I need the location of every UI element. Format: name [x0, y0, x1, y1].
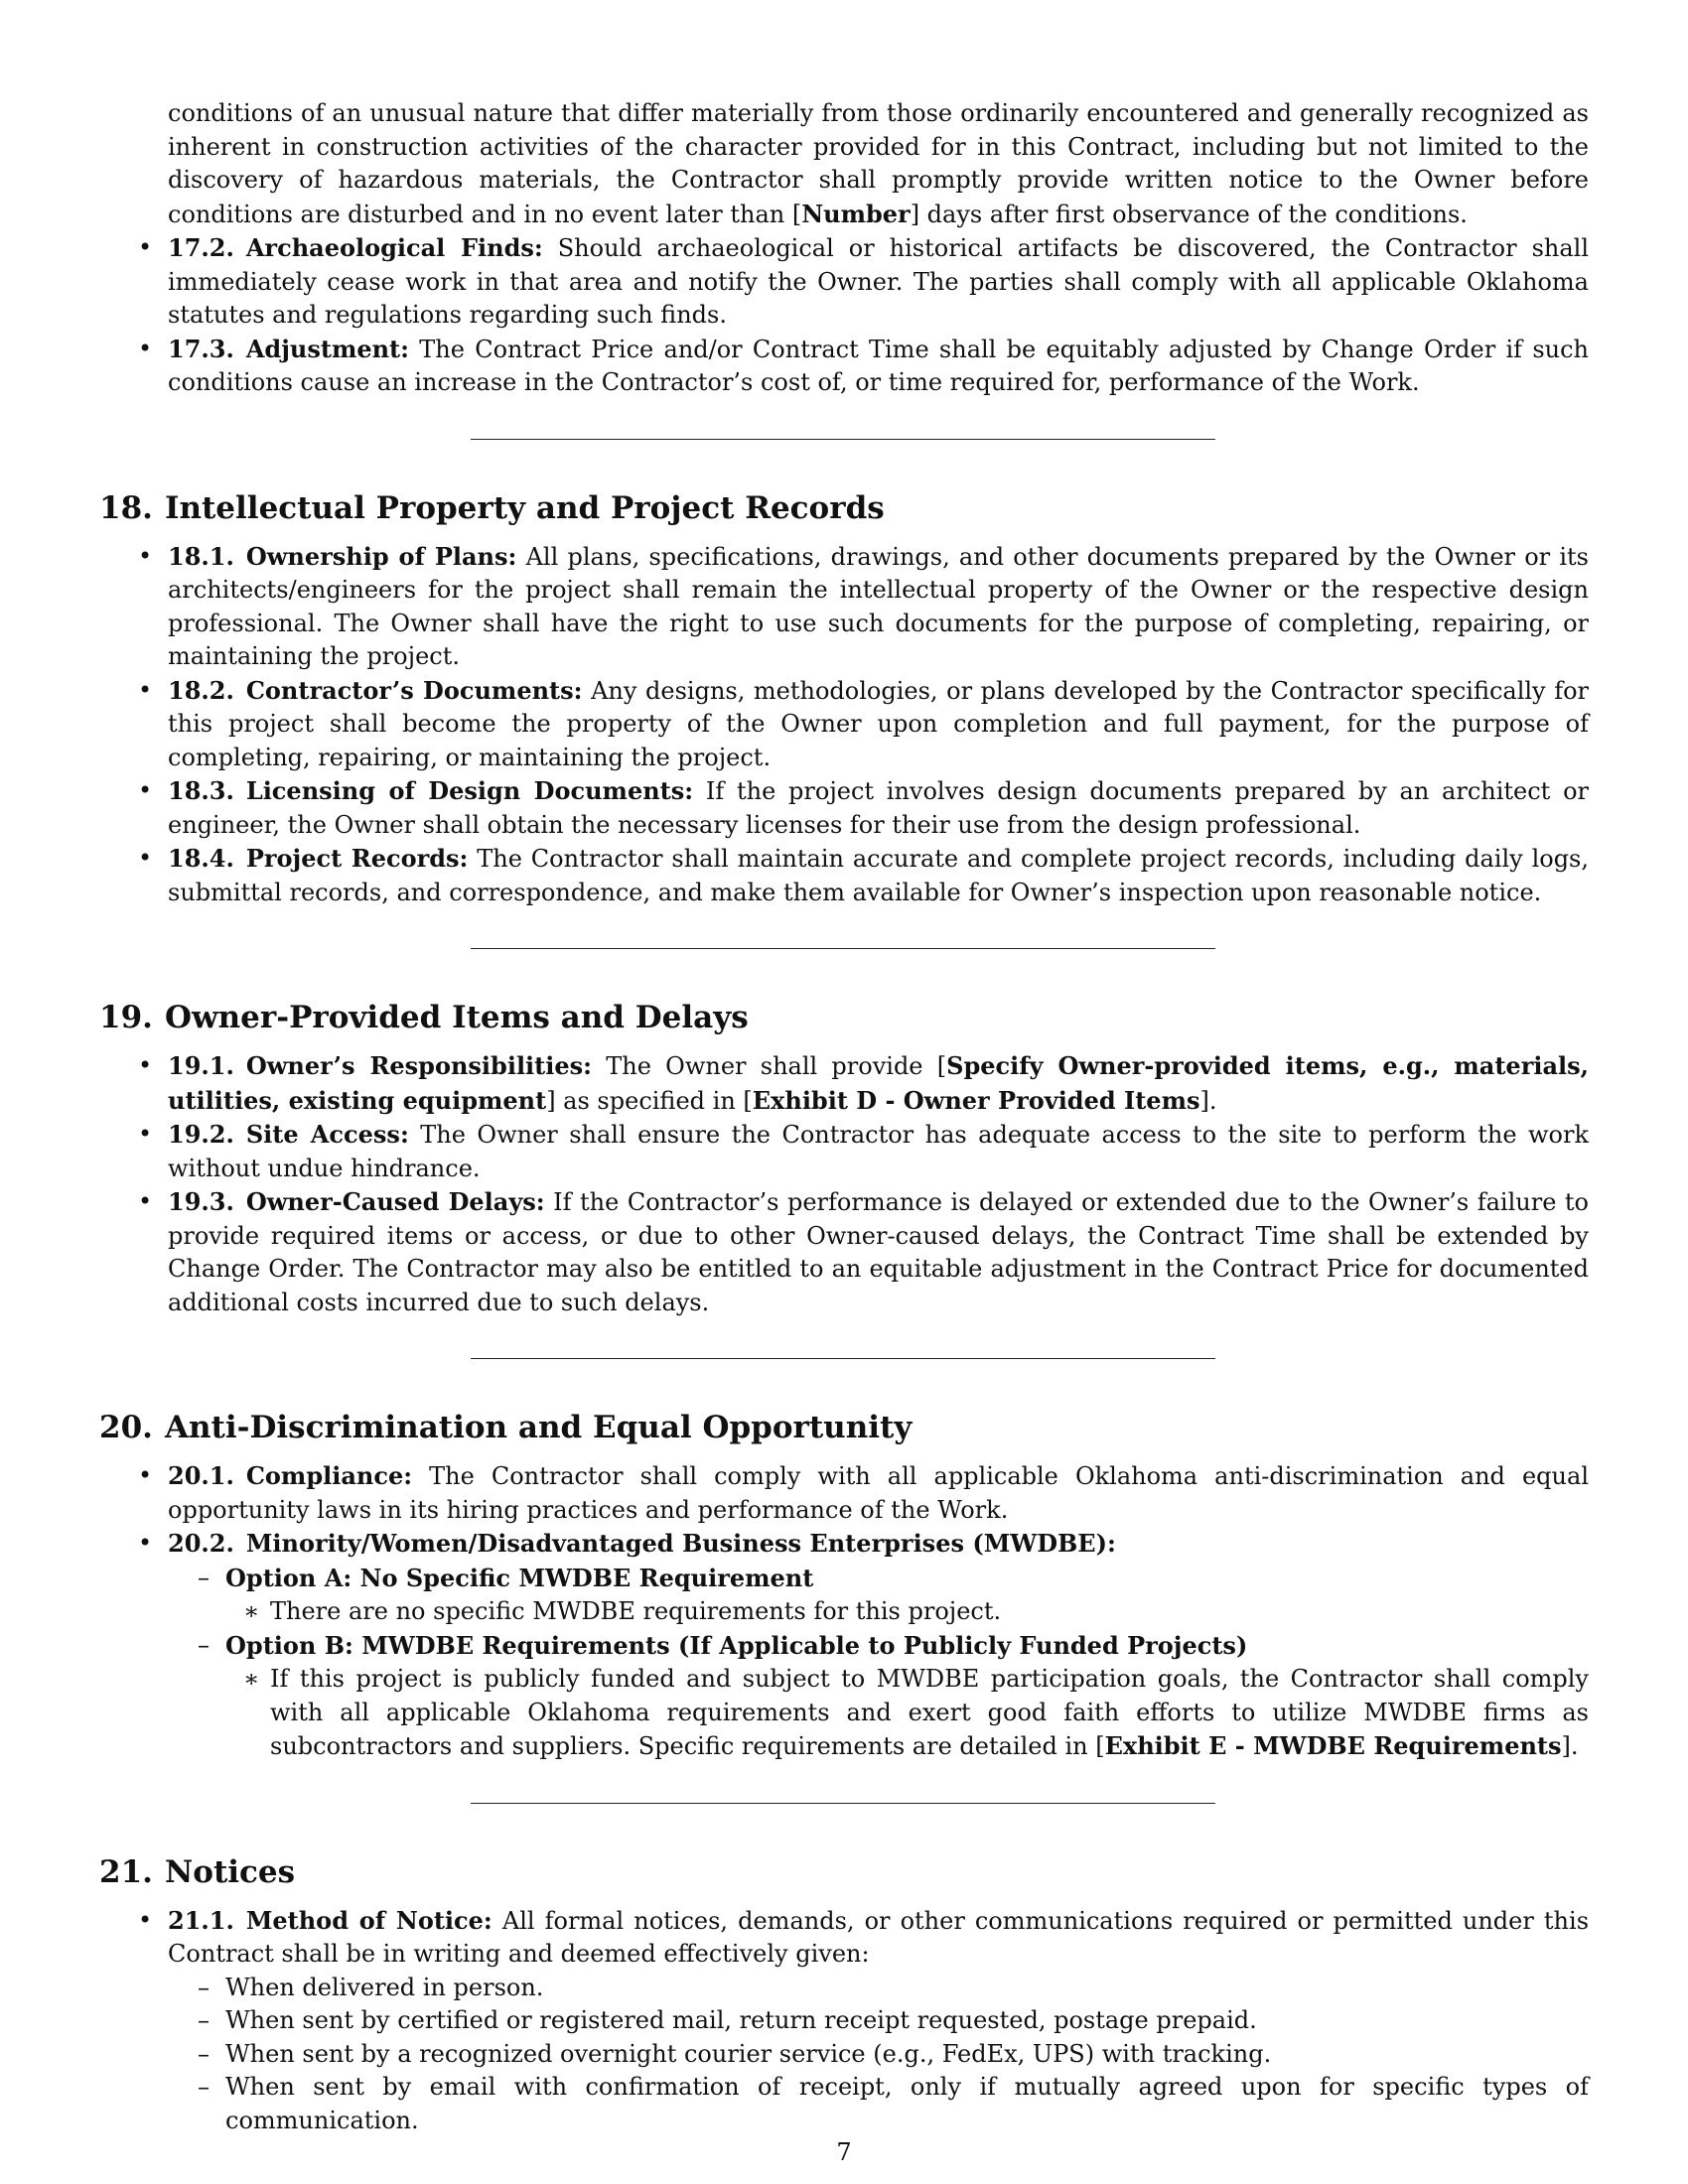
section-17-1-continuation	[99, 97, 1589, 231]
list-item	[168, 2038, 1589, 2072]
clause-title: Licensing of Design Documents:	[245, 776, 694, 805]
list-item	[99, 1904, 1589, 2138]
clause-number: 18.3.	[168, 776, 234, 805]
section-divider	[471, 1803, 1215, 1804]
list-item	[99, 231, 1589, 333]
option-b	[168, 1629, 1589, 1764]
option-a	[168, 1562, 1589, 1629]
section-heading-21	[99, 1852, 1589, 1892]
list-item	[99, 1118, 1589, 1185]
placeholder-number: Number	[801, 199, 911, 228]
clause-title: Archaeological Finds:	[245, 233, 543, 262]
list-item	[99, 333, 1589, 400]
section-17-list	[99, 231, 1589, 400]
list-item	[99, 1459, 1589, 1527]
clause-number: 19.3.	[168, 1187, 234, 1216]
list-item	[99, 774, 1589, 842]
option-title: Option A: No Specific MWDBE Requirement	[225, 1563, 814, 1592]
notice-methods-list	[168, 1972, 1589, 2138]
list-item	[99, 1527, 1589, 1764]
section-title: Anti-Discrimination and Equal Opportunity	[164, 1410, 913, 1445]
method-text: When delivered in person.	[225, 1973, 544, 2001]
clause-text: Should archaeological or historical artifacts be discovered, the Contractor shall immediately cease work in that area and notify the Owner. The parties shall comply with all applicable Oklahoma statutes and regulations regarding such finds.	[168, 234, 1590, 329]
clause-title: Project Records:	[245, 844, 469, 873]
clause-text: All formal notices, demands, or other communications required or permitted under this Contract shall be in writing and deemed effectively given:	[168, 1906, 1590, 1968]
clause-title: Method of Notice:	[245, 1905, 492, 1935]
clause-number: 18.2.	[168, 675, 234, 705]
clause-number: 19.2.	[168, 1120, 234, 1149]
clause-text: If the project involves design documents prepared by an architect or engineer, the Owner shall obtain the necessary licenses for their use from the design professional.	[168, 777, 1589, 839]
clause-title: Adjustment:	[245, 334, 410, 363]
section-number: 18.	[99, 489, 153, 526]
placeholder-exhibit-d: Exhibit D - Owner Provided Items	[752, 1085, 1200, 1115]
clause-text: ] as specified in [	[546, 1086, 753, 1115]
section-19-list	[99, 1049, 1589, 1319]
section-title: Intellectual Property and Project Records	[164, 489, 885, 526]
section-heading-18	[99, 488, 1589, 528]
clause-number: 17.3.	[168, 334, 234, 363]
section-divider	[471, 1358, 1215, 1359]
section-number: 19.	[99, 1000, 153, 1035]
clause-number: 20.1.	[168, 1461, 234, 1490]
list-item	[168, 2071, 1589, 2137]
paragraph-text: ] days after first observance of the conditions.	[910, 200, 1468, 228]
clause-text: The Contractor shall maintain accurate and complete project records, including daily logs, submittal records, and correspondence, and make them available for Owner’s inspection upon reasonable notice.	[168, 845, 1590, 906]
placeholder-exhibit-e: Exhibit E - MWDBE Requirements	[1104, 1731, 1562, 1760]
section-number: 20.	[99, 1410, 153, 1445]
clause-title: Compliance:	[245, 1461, 413, 1490]
list-item	[99, 1049, 1589, 1118]
section-21-list	[99, 1904, 1589, 2138]
section-heading-20	[99, 1408, 1589, 1447]
mwdbe-options-list	[168, 1562, 1589, 1764]
clause-text: The Owner shall provide [	[592, 1052, 947, 1080]
clause-title: Ownership of Plans:	[245, 541, 517, 571]
clause-title: Owner-Caused Delays:	[245, 1187, 545, 1216]
list-item	[99, 540, 1589, 674]
clause-title: Site Access:	[245, 1120, 409, 1149]
clause-number: 19.1.	[168, 1051, 234, 1080]
list-item	[168, 2004, 1589, 2038]
document-page	[99, 97, 1589, 2137]
list-item	[217, 1595, 1589, 1629]
clause-title: Contractor’s Documents:	[245, 675, 583, 705]
clause-title: Minority/Women/Disadvantaged Business Enterprises (MWDBE):	[245, 1529, 1116, 1558]
method-text: When sent by email with confirmation of receipt, only if mutually agreed upon for specific types of communication.	[225, 2073, 1589, 2134]
section-number: 21.	[99, 1853, 153, 1890]
option-text: There are no specific MWDBE requirements for this project.	[270, 1597, 1002, 1625]
placeholder-owner-items: Specify Owner-provided items, e.g., materials, utilities, existing equipment	[168, 1051, 1590, 1115]
clause-number: 17.2.	[168, 233, 234, 262]
clause-number: 21.1.	[168, 1905, 234, 1935]
clause-text: If the Contractor’s performance is delayed or extended due to the Owner’s failure to provide required items or access, or due to other Owner-caused delays, the Contract Time shall be extended by Change Order. The Contractor may also be entitled to an equitable adjustment in the Contract Price for documented additional costs incurred due to such delays.	[168, 1188, 1590, 1316]
section-heading-19	[99, 998, 1589, 1037]
section-18-list	[99, 540, 1589, 910]
clause-text: The Contract Price and/or Contract Time shall be equitably adjusted by Change Order if such conditions cause an increase in the Contractor’s cost of, or time required for, performance of the Work.	[168, 335, 1589, 396]
option-a-details	[217, 1595, 1589, 1629]
section-divider	[471, 948, 1215, 949]
clause-number: 20.2.	[168, 1529, 234, 1558]
list-item	[99, 1185, 1589, 1319]
section-divider	[471, 439, 1215, 440]
list-item	[99, 842, 1589, 909]
page-number: 7	[836, 2138, 852, 2166]
clause-text: All plans, specifications, drawings, and other documents prepared by the Owner or its architects/engineers for the project shall remain the intellectual property of the Owner or the respective design professional. The Owner shall have the right to use such documents for the purpose of completing, repairing, or maintaining the project.	[168, 542, 1589, 670]
option-text: ].	[1561, 1732, 1579, 1760]
option-title: Option B: MWDBE Requirements (If Applicable to Publicly Funded Projects)	[225, 1630, 1248, 1660]
section-title: Owner-Provided Items and Delays	[164, 1000, 749, 1035]
clause-number: 18.1.	[168, 541, 234, 571]
section-title: Notices	[164, 1853, 296, 1890]
list-item	[217, 1663, 1589, 1764]
paragraph-text: conditions of an unusual nature that differ materially from those ordinarily encountered and generally recognized as inherent in construction activities of the character provided for in this Contract, including but not limited to the discovery of hazardous materials, the Contractor shall promptly provide written notice to the Owner before conditions are disturbed and in no event later than [	[168, 99, 1589, 228]
method-text: When sent by certified or registered mail, return receipt requested, postage prepaid.	[225, 2006, 1257, 2034]
method-text: When sent by a recognized overnight courier service (e.g., FedEx, UPS) with tracking.	[225, 2039, 1272, 2068]
clause-text: The Owner shall ensure the Contractor has adequate access to the site to perform the work without undue hindrance.	[168, 1121, 1589, 1182]
option-b-details	[217, 1663, 1589, 1764]
list-item	[168, 1972, 1589, 2005]
clause-text: The Contractor shall comply with all applicable Oklahoma anti-discrimination and equal opportunity laws in its hiring practices and performance of the Work.	[168, 1462, 1589, 1524]
section-20-list	[99, 1459, 1589, 1764]
list-item	[99, 674, 1589, 775]
clause-number: 18.4.	[168, 844, 234, 873]
clause-text: ].	[1199, 1086, 1217, 1115]
clause-text: Any designs, methodologies, or plans developed by the Contractor specifically for this project shall become the property of the Owner upon completion and full payment, for the purpose of completing, repairing, or maintaining the project.	[168, 676, 1589, 771]
option-text: If this project is publicly funded and subject to MWDBE participation goals, the Contractor shall comply with all applicable Oklahoma requirements and exert good faith efforts to utilize MWDBE firms as subcontractors and suppliers. Specific requirements are detailed in [	[270, 1665, 1589, 1760]
clause-title: Owner’s Responsibilities:	[245, 1051, 593, 1080]
